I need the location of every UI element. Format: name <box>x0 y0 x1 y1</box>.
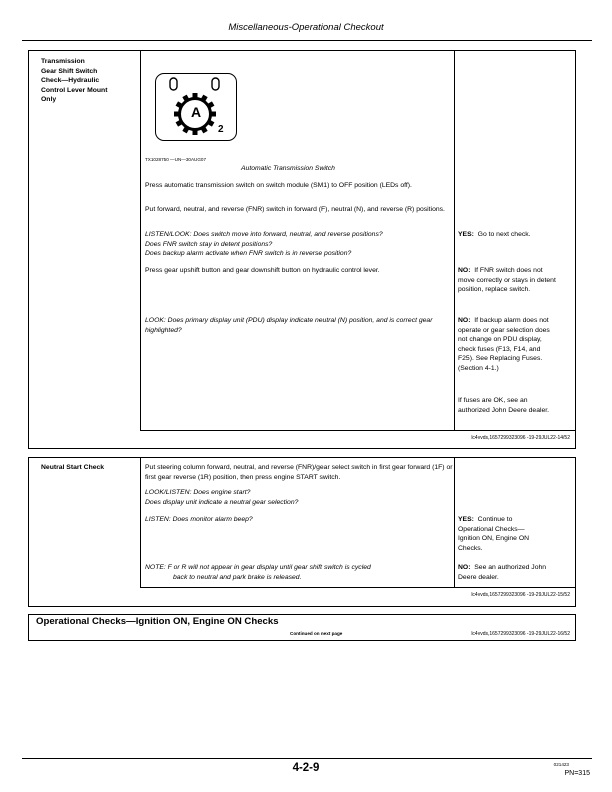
listen-look-question <box>145 230 450 259</box>
look-listen-question <box>145 488 450 507</box>
footer-rule <box>22 758 592 759</box>
no-text: If FNR switch does not move correctly or stays in detent position, replace switch. <box>458 267 556 294</box>
section3-top-border <box>28 614 576 615</box>
question-line: Does backup alarm activate when FNR switch is in reverse position? <box>145 250 352 258</box>
section1-left-border <box>28 50 29 448</box>
no-answer <box>458 266 558 295</box>
section2-top-border <box>28 457 576 458</box>
header-rule <box>22 40 592 41</box>
step-text: Put forward, neutral, and reverse (FNR) switch in forward (F), neutral (N), and reverse (R) positions. <box>145 206 445 213</box>
step-text: Press automatic transmission switch on switch module (SM1) to OFF position (LEDs off). <box>145 182 412 189</box>
figure-code: TX1028750 —UN—30AUG07 <box>145 157 207 162</box>
no-label: NO: <box>458 317 471 324</box>
no-answer <box>458 563 558 582</box>
question-line: LISTEN/LOOK: Does switch move into forward, neutral, and reverse positions? <box>145 231 383 238</box>
note-line: back to neutral and park brake is released. <box>173 573 302 581</box>
switch-slot-left-icon <box>170 78 177 90</box>
question-line: LOOK/LISTEN: Does engine start? <box>145 489 251 496</box>
step-text: Put steering column forward, neutral, and reverse (FNR)/gear select switch in first gear forward (1F) or first gear reverse (1R) position, then press engine START switch. <box>145 464 453 481</box>
section2-right-border <box>575 457 576 606</box>
section-reference: lc4vvds,1657299323096 -19-29JUL22-15/52 <box>471 592 570 598</box>
question-line: Does FNR switch stay in detent positions? <box>145 240 273 248</box>
no-text: See an authorized John Deere dealer. <box>458 564 547 581</box>
switch-position-number: 2 <box>218 124 224 135</box>
yes-text: Go to next check. <box>477 231 531 238</box>
section3-left-border <box>28 614 29 640</box>
note-line: NOTE: F or R will not appear in gear display until gear shift switch is cycled <box>145 564 371 571</box>
section3-bottom-border <box>28 640 576 641</box>
no-text: If backup alarm does not operate or gear selection does not change on PDU display, check fuses (F13, F14, and F25). See Replacing Fuses. (Section 4-1.) <box>458 317 550 372</box>
listen-question: LISTEN: Does monitor alarm beep? <box>145 516 253 523</box>
section2-inner-bottom <box>140 587 575 588</box>
no-answer <box>458 316 558 374</box>
no-text-continued: If fuses are OK, see an authorized John Deere dealer. <box>458 397 550 414</box>
section2-left-border <box>28 457 29 606</box>
section-reference: lc4vvds,1657299323096 -19-29JUL22-16/52 <box>471 631 570 637</box>
step-text: Press gear upshift button and gear downshift button on hydraulic control lever. <box>145 267 380 274</box>
no-label: NO: <box>458 564 471 571</box>
page-number: 4-2-9 <box>292 762 320 774</box>
page-header-title: Miscellaneous-Operational Checkout <box>228 22 384 33</box>
footer-code: 021423 <box>553 762 569 767</box>
section2-bottom-border <box>28 606 576 607</box>
section1-column-divider <box>140 50 141 430</box>
section3-title: Operational Checks—Ignition ON, Engine ON Checks <box>36 616 279 627</box>
section2-label: Neutral Start Check <box>41 464 105 471</box>
section1-label-line: Control Lever Mount <box>41 86 108 94</box>
question-line: Does display unit indicate a neutral gear selection? <box>145 498 299 506</box>
section2-column-divider <box>140 457 141 587</box>
part-number: PN=315 <box>564 770 590 777</box>
section1-label-line: Only <box>41 96 57 104</box>
yes-answer <box>458 515 538 553</box>
section2-answer-divider <box>454 457 455 587</box>
section-reference: lc4vvds,1657299323096 -19-29JUL22-14/52 <box>471 435 570 441</box>
section1-top-border <box>28 50 576 51</box>
section1-answer-divider <box>454 50 455 430</box>
section1-label-line: Check—Hydraulic <box>41 77 100 85</box>
section1-inner-bottom <box>140 430 575 431</box>
yes-answer <box>458 230 573 240</box>
section1-label-line: Transmission <box>41 58 85 65</box>
section1-bottom-border <box>28 448 576 449</box>
yes-text: Continue to Operational Checks—Ignition ON, Engine ON Checks. <box>458 516 530 552</box>
section1-label <box>41 57 137 105</box>
section3-right-border <box>575 614 576 640</box>
yes-label: YES: <box>458 516 474 523</box>
note <box>145 563 450 582</box>
switch-slot-right-icon <box>212 78 219 90</box>
yes-label: YES: <box>458 231 474 238</box>
look-question: LOOK: Does primary display unit (PDU) display indicate neutral (N) position, and is correct gear highlighted? <box>145 317 433 334</box>
section1-right-border <box>575 50 576 448</box>
no-label: NO: <box>458 267 471 274</box>
figure-caption: Automatic Transmission Switch <box>241 165 335 172</box>
continued-note: Continued on next page <box>290 631 343 636</box>
gear-letter: A <box>190 104 202 120</box>
section1-label-line: Gear Shift Switch <box>41 67 98 75</box>
